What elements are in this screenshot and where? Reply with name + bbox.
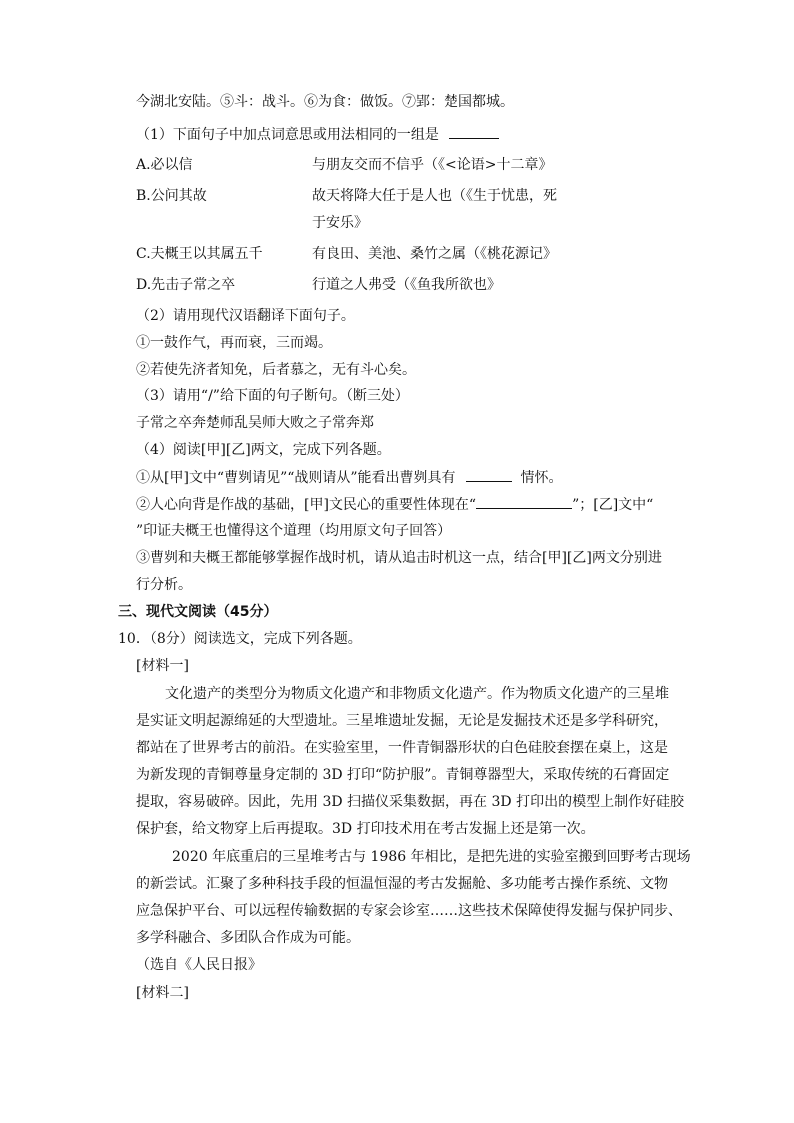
q4-item-1-after: 情怀。: [520, 470, 563, 486]
question-4-prompt: （4）阅读[甲][乙]两文，完成下列各题。: [136, 442, 391, 458]
question-4-item-3-line1: ③曹刿和夫概王都能够掌握作战时机，请从追击时机这一点，结合[甲][乙]两文分别进: [136, 550, 662, 566]
q4-item-2-part-a: ②人心向背是作战的基础，[甲]文民心的重要性体现在“: [136, 497, 477, 513]
material-1-para-1-line-3: 都站在了世界考古的前沿。在实验室里，一件青铜器形状的白色硅胶套摆在桌上，这是: [136, 740, 668, 756]
material-1-para-2-line-4: 多学科融合、多团队合作成为可能。: [136, 930, 360, 946]
question-3-sentence: 子常之卒奔楚师乱吴师大败之子常奔郑: [136, 415, 374, 431]
material-1-para-2-line-3: 应急保护平台、可以远程传输数据的专家会诊室……这些技术保障使得发掘与保护同步、: [136, 903, 682, 919]
question-4-item-1: [136, 467, 562, 488]
material-1-source: （选自《人民日报》: [136, 957, 262, 973]
answer-blank-q4-2[interactable]: [476, 494, 572, 509]
option-c-right: 有良田、美池、桑竹之属（《桃花源记》: [312, 246, 557, 262]
section-3-title: 三、现代文阅读（45分）: [118, 604, 278, 620]
material-1-para-1-line-2: 是实证文明起源绵延的大型遗址。三星堆遗址发掘，无论是发掘技术还是多学科研究，: [136, 713, 668, 729]
question-2-item-1: ①一鼓作气，再而衰，三而竭。: [136, 335, 332, 351]
question-2-prompt: （2）请用现代汉语翻译下面句子。: [136, 308, 355, 324]
question-10-header: 10．（8分）阅读选文，完成下列各题。: [118, 631, 362, 647]
material-1-label: [材料一]: [136, 658, 189, 674]
question-4-item-2-line2: ”印证夫概王也懂得这个道理（均用原文句子回答）: [136, 523, 452, 539]
question-2-item-2: ②若使先济者知免，后者慕之，无有斗心矣。: [136, 362, 416, 378]
material-1-para-2-line-1: 2020 年底重启的三星堆考古与 1986 年相比，是把先进的实验室搬到回野考古现场: [172, 849, 691, 865]
material-1-para-1-line-6: 保护套，给文物穿上后再提取。3D 打印技术用在考古发掘上还是第一次。: [136, 821, 595, 837]
answer-blank-q4-1[interactable]: [466, 467, 512, 482]
q4-item-2-part-b: ”；[乙]文中“: [572, 497, 654, 513]
question-1-text: （1）下面句子中加点词意思或用法相同的一组是: [136, 127, 439, 143]
option-d-right: 行道之人弗受（《鱼我所欲也》: [312, 277, 501, 293]
option-d-left: D.先击子常之卒: [136, 277, 236, 293]
question-4-item-2-line1: [136, 494, 653, 515]
annotation-line: 今湖北安陆。⑤斗：战斗。⑥为食：做饭。⑦郢：楚国都城。: [136, 94, 514, 110]
option-b-right-line1: 故天将降大任于是人也（《生于忧患，死: [312, 188, 557, 204]
answer-blank-q1[interactable]: [449, 124, 499, 139]
option-a-right: 与朋友交而不信乎（《<论语>十二章》: [312, 157, 553, 173]
question-4-item-3-line2: 行分析。: [136, 577, 192, 593]
q4-item-1-before: ①从[甲]文中“曹刿请见”“战则请从”能看出曹刿具有: [136, 470, 456, 486]
question-3-prompt: （3）请用“/”给下面的句子断句。（断三处）: [136, 388, 409, 404]
material-1-para-1-line-5: 提取，容易破碎。因此，先用 3D 扫描仪采集数据，再在 3D 打印出的模型上制作好硅胶: [136, 794, 685, 810]
question-1-prompt: [136, 124, 499, 145]
option-b-left: B.公问其故: [136, 188, 207, 204]
material-1-para-1-line-4: 为新发现的青铜尊量身定制的 3D 打印“防护服”。青铜尊器型大，采取传统的石膏固定: [136, 767, 670, 783]
material-1-para-2-line-2: 的新尝试。汇聚了多种科技手段的恒温恒湿的考古发掘舱、多功能考古操作系统、文物: [136, 876, 668, 892]
material-2-label: [材料二]: [136, 985, 189, 1001]
option-b-right-line2: 于安乐》: [312, 215, 368, 231]
option-c-left: C.夫概王以其属五千: [136, 246, 263, 262]
option-a-left: A.必以信: [136, 157, 193, 173]
material-1-para-1-line-1: 文化遗产的类型分为物质文化遗产和非物质文化遗产。作为物质文化遗产的三星堆: [165, 686, 669, 702]
